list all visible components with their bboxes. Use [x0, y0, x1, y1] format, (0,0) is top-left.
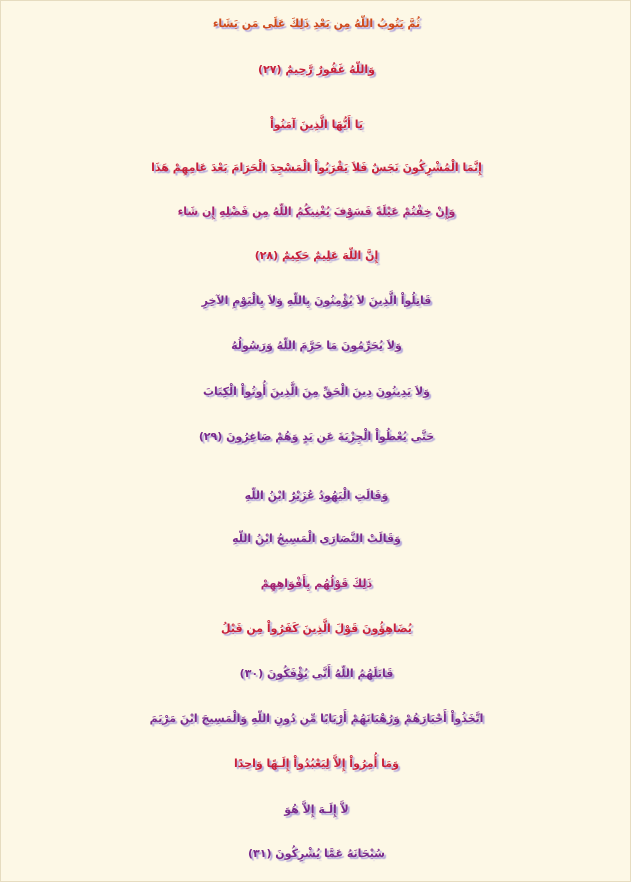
verse-line-4: إِنَّمَا الْمُشْرِكُونَ نَجَسٌ فَلاَ يَقْرَبُواْ الْمَسْجِدَ الْحَرَامَ بَعْدَ عَامِهِمْ هَذَا — [151, 161, 482, 174]
verse-line-2: وَاللّهُ غَفُورٌ رَّحِيمٌ (٢٧) — [258, 63, 375, 76]
verse-line-6: إِنَّ اللّهَ عَلِيمٌ حَكِيمٌ (٢٨) — [254, 249, 379, 262]
verse-line-13: ذَلِكَ قَوْلُهُم بِأَفْوَاهِهِمْ — [260, 577, 373, 590]
verse-line-18: لاَّ إِلَـهَ إِلاَّ هُوَ — [284, 803, 349, 816]
verse-line-16: اتَّخَذُواْ أَحْبَارَهُمْ وَرُهْبَانَهُمْ أَرْبَابًا مِّن دُونِ اللّهِ وَالْمَسِيحَ ابْنَ مَرْيَمَ — [149, 712, 484, 725]
verse-line-7: قَاتِلُواْ الَّذِينَ لاَ يُؤْمِنُونَ بِاللّهِ وَلاَ بِالْيَوْمِ الآخِرِ — [201, 294, 432, 307]
verse-line-15: قَاتَلَهُمُ اللّهُ أَنَّى يُؤْفَكُونَ (٣٠) — [239, 667, 394, 680]
verse-line-9: وَلاَ يَدِينُونَ دِينَ الْحَقِّ مِنَ الَّذِينَ أُوتُواْ الْكِتَابَ — [202, 385, 430, 398]
verse-line-14: يُضَاهِؤُونَ قَوْلَ الَّذِينَ كَفَرُواْ مِن قَبْلُ — [221, 622, 412, 635]
verse-line-1: ثُمَّ يَتُوبُ اللّهُ مِن بَعْدِ ذَلِكَ عَلَى مَن يَشَاء — [212, 17, 421, 30]
verse-line-19: سُبْحَانَهُ عَمَّا يُشْرِكُونَ (٣١) — [247, 847, 386, 860]
verse-line-10: حَتَّى يُعْطُواْ الْجِزْيَةَ عَن يَدٍ وَهُمْ صَاغِرُونَ (٢٩) — [198, 430, 435, 443]
verse-line-3: يَا أَيُّهَا الَّذِينَ آمَنُواْ — [269, 118, 364, 131]
verse-line-12: وَقَالَتْ النَّصَارَى الْمَسِيحُ ابْنُ اللّهِ — [232, 532, 401, 545]
verse-line-8: وَلاَ يُحَرِّمُونَ مَا حَرَّمَ اللّهُ وَرَسُولُهُ — [231, 339, 402, 352]
verse-line-5: وَإِنْ خِفْتُمْ عَيْلَةً فَسَوْفَ يُغْنِيكُمُ اللّهُ مِن فَضْلِهِ إِن شَاء — [177, 205, 456, 218]
verse-line-11: وَقَالَتِ الْيَهُودُ عُزَيْرٌ ابْنُ اللّهِ — [244, 489, 389, 502]
verse-line-17: وَمَا أُمِرُواْ إِلاَّ لِيَعْبُدُواْ إِلَـهًا وَاحِدًا — [234, 757, 399, 770]
